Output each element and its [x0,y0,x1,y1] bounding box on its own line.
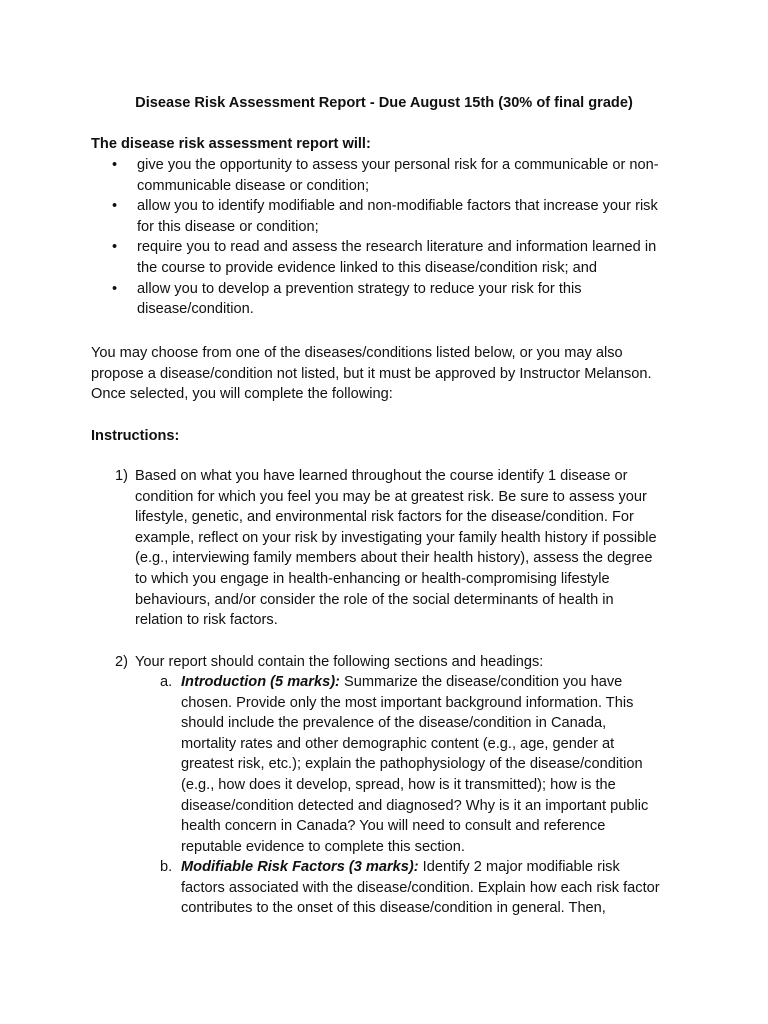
section-label: Introduction (5 marks): [181,674,340,690]
item-line: relation to risk factors. [135,612,278,629]
objectives-list [137,155,682,320]
list-item-line: for this disease or condition; [137,218,319,235]
item-letter: a. [160,674,173,690]
list-item-line: communicable disease or condition; [137,177,370,194]
item-line: (e.g., interviewing family members about their health history), assess the degree [135,550,653,567]
item-line: greatest risk, etc.); explain the pathophysiology of the disease/condition [181,756,643,773]
instructions-heading: Instructions: [91,428,180,444]
item-line: condition for which you feel you may be at greatest risk. Be sure to assess your [135,488,647,505]
list-item-line: disease/condition. [137,301,254,318]
list-item [137,196,682,237]
item-line: behaviours, and/or consider the role of the social determinants of health in [135,591,614,608]
item-line: health concern in Canada? You will need to consult and reference [181,818,606,835]
section-label: Modifiable Risk Factors (3 marks): [181,859,419,875]
paragraph-line: propose a disease/condition not listed, but it must be approved by Instructor Melanson. [91,365,652,382]
item-line: reputable evidence to complete this section. [181,838,465,855]
list-item-line: • require you to read and assess the research literature and information learned in [137,239,657,256]
item-line-rest: Identify 2 major modifiable risk [418,859,620,875]
choose-paragraph [91,343,671,405]
list-item-line: • allow you to identify modifiable and non-modifiable factors that increase your risk [137,198,658,215]
item-line: Based on what you have learned throughout the course identify 1 disease or [135,468,628,484]
item-line [181,857,660,878]
item-letter: b. [160,859,173,875]
item-line: to which you engage in health-enhancing or health-compromising lifestyle [135,570,610,587]
item-line [181,672,648,693]
list-item [137,155,682,196]
item-line: lifestyle, genetic, and environmental risk factors for the disease/condition. For [135,509,634,526]
item-line: example, reflect on your risk by investigating your family health history if possible [135,529,657,546]
list-item-line: • give you the opportunity to assess your personal risk for a communicable or non- [137,157,659,173]
item-line: factors associated with the disease/condition. Explain how each risk factor [181,879,660,896]
item-line: disease/condition detected and diagnosed? Why is it an important public [181,797,649,814]
list-item [137,279,682,320]
paragraph-line: Once selected, you will complete the following: [91,386,393,403]
item-line: should include the prevalence of the disease/condition in Canada, [181,715,607,732]
list-item [137,237,682,278]
page-title: Disease Risk Assessment Report - Due August 15th (30% of final grade) [135,95,633,111]
item-number: 2) [115,654,128,670]
list-item-line: • allow you to develop a prevention strategy to reduce your risk for this [137,280,582,297]
list-item-line: the course to provide evidence linked to this disease/condition risk; and [137,259,597,276]
item-line: chosen. Provide only the most important background information. This [181,694,634,711]
item-line-rest: Summarize the disease/condition you have [339,674,623,690]
item-line: (e.g., how does it develop, spread, how is it transmitted); how is the [181,776,616,793]
item-line: contributes to the onset of this disease/condition in general. Then, [181,900,606,917]
item-line: Your report should contain the following sections and headings: [135,654,544,670]
item-number: 1) [115,468,128,484]
intro-heading: The disease risk assessment report will: [91,136,371,152]
paragraph-line: You may choose from one of the diseases/conditions listed below, or you may also [91,345,623,361]
item-line: mortality rates and other demographic content (e.g., age, gender at [181,735,615,752]
